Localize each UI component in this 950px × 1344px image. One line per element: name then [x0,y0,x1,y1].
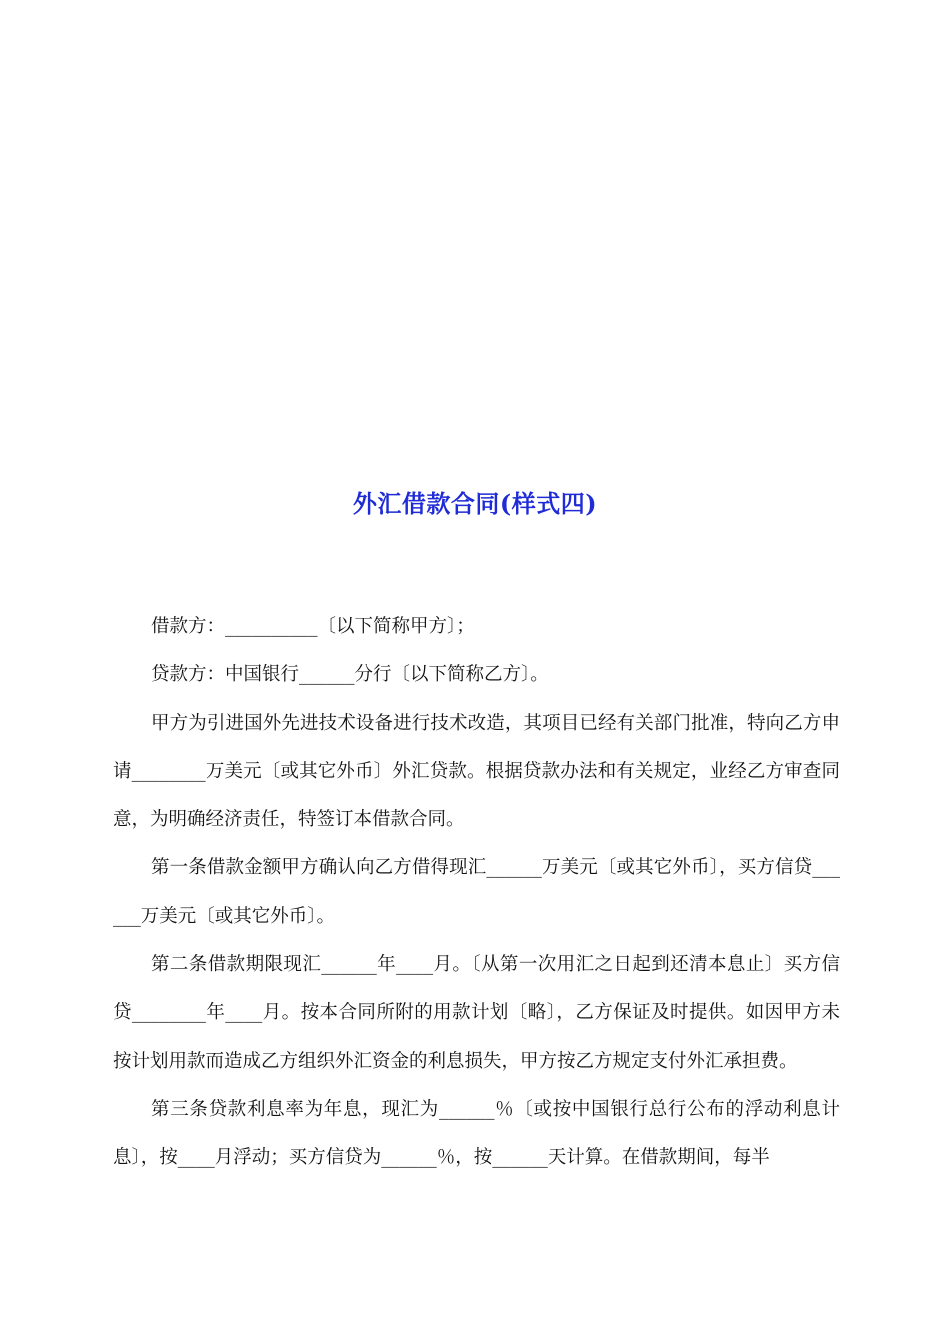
paragraph-article-2: 第二条借款期限现汇______年____月。〔从第一次用汇之日起到还清本息止〕买方信贷________年____月。按本合同所附的用款计划〔略〕，乙方保证及时提供。如因甲方未按计划用款而造成乙方组织外汇资金的利息损失，甲方按乙方规定支付外汇承担费。 [113,954,840,1072]
paragraph-borrower: 借款方：__________〔以下简称甲方〕； [151,616,475,637]
document-body [113,603,840,1183]
paragraph-article-1: 第一条借款金额甲方确认向乙方借得现汇______万美元〔或其它外币〕，买方信贷______万美元〔或其它外币〕。 [113,857,840,927]
paragraph-article-3: 第三条贷款利息率为年息，现汇为______％〔或按中国银行总行公布的浮动利息计息〕，按____月浮动；买方信贷为______％，按______天计算。在借款期间，每半 [113,1098,840,1169]
document-title: 外汇借款合同(样式四) [352,489,598,518]
paragraph-lender: 贷款方：中国银行______分行〔以下简称乙方〕。 [151,664,549,686]
paragraph-preamble: 甲方为引进国外先进技术设备进行技术改造，其项目已经有关部门批准，特向乙方申请________万美元〔或其它外币〕外汇贷款。根据贷款办法和有关规定，业经乙方审查同意，为明确经济责任，特签订本借款合同。 [113,712,840,831]
